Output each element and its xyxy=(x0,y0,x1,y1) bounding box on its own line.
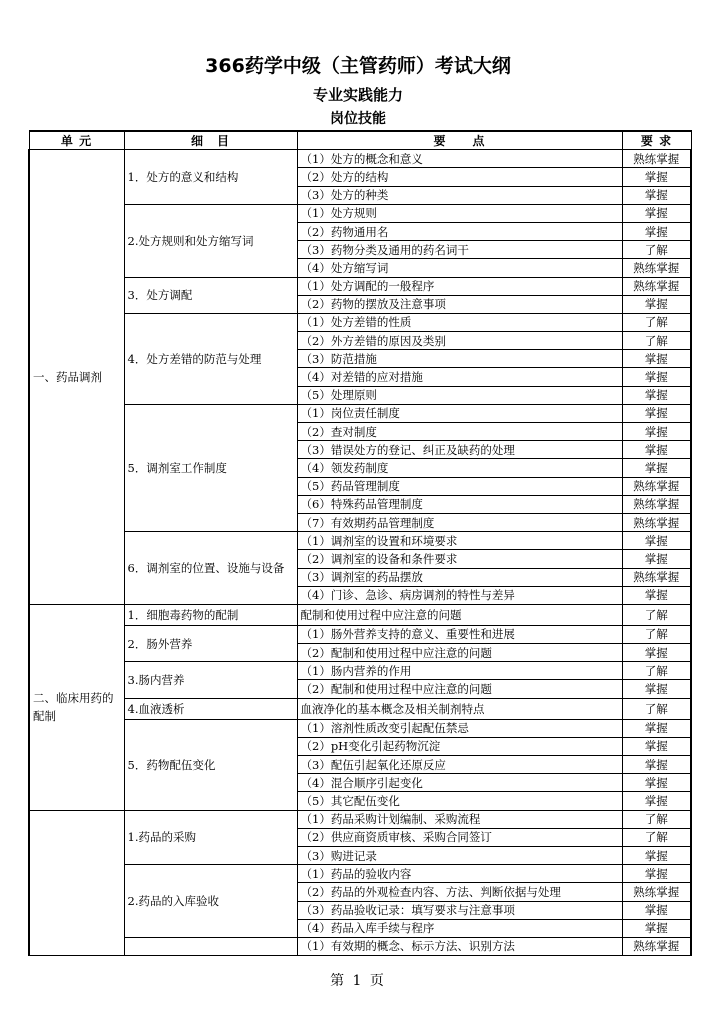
detail-cell: 2.处方规则和处方缩写词 xyxy=(124,204,297,277)
point-cell: （3）调剂室的药品摆放 xyxy=(297,568,622,586)
requirement-cell: 掌握 xyxy=(622,368,691,386)
table-row xyxy=(29,625,691,643)
requirement-cell: 掌握 xyxy=(622,459,691,477)
table-row xyxy=(29,150,691,168)
requirement-cell: 掌握 xyxy=(622,719,691,737)
requirement-cell: 掌握 xyxy=(622,550,691,568)
table-header-row xyxy=(29,131,691,150)
point-cell: （4）对差错的应对措施 xyxy=(297,368,622,386)
header-requirement: 要 求 xyxy=(622,131,691,150)
requirement-cell: 了解 xyxy=(622,698,691,719)
point-cell: （1）溶剂性质改变引起配伍禁忌 xyxy=(297,719,622,737)
requirement-cell: 掌握 xyxy=(622,532,691,550)
requirement-cell: 掌握 xyxy=(622,386,691,404)
requirement-cell: 了解 xyxy=(622,604,691,625)
point-cell: （2）pH变化引起药物沉淀 xyxy=(297,737,622,755)
requirement-cell: 熟练掌握 xyxy=(622,883,691,901)
point-cell: （6）特殊药品管理制度 xyxy=(297,495,622,513)
unit-cell: 二、临床用药的配制 xyxy=(29,604,124,810)
requirement-cell: 掌握 xyxy=(622,423,691,441)
point-cell: （2）配制和使用过程中应注意的问题 xyxy=(297,680,622,698)
detail-cell: 3．处方调配 xyxy=(124,277,297,313)
point-cell: （4）处方缩写词 xyxy=(297,259,622,277)
requirement-cell: 了解 xyxy=(622,313,691,331)
table-row xyxy=(29,810,691,828)
document-subtitle: 专业实践能力 xyxy=(312,86,403,104)
table-row xyxy=(29,532,691,550)
unit-cell xyxy=(29,810,124,956)
point-cell: （3）药品验收记录：填写要求与注意事项 xyxy=(297,901,622,919)
requirement-cell: 熟练掌握 xyxy=(622,150,691,168)
point-cell: （5）其它配伍变化 xyxy=(297,792,622,810)
requirement-cell: 掌握 xyxy=(622,295,691,313)
header-point: 要 点 xyxy=(297,131,622,150)
point-cell: （5）处理原则 xyxy=(297,386,622,404)
table-row xyxy=(29,662,691,680)
detail-cell: 1．处方的意义和结构 xyxy=(124,150,297,205)
detail-cell: 1.药品的采购 xyxy=(124,810,297,865)
point-cell: （3）配伍引起氧化还原反应 xyxy=(297,756,622,774)
requirement-cell: 了解 xyxy=(622,662,691,680)
point-cell: （1）肠外营养支持的意义、重要性和进展 xyxy=(297,625,622,643)
page-number: 第 1 页 xyxy=(330,973,386,989)
requirement-cell: 掌握 xyxy=(622,586,691,604)
requirement-cell: 了解 xyxy=(622,810,691,828)
point-cell: （4）混合顺序引起变化 xyxy=(297,774,622,792)
section-heading: 岗位技能 xyxy=(330,111,386,127)
requirement-cell: 熟练掌握 xyxy=(622,513,691,531)
requirement-cell: 熟练掌握 xyxy=(622,277,691,295)
point-cell: （1）处方调配的一般程序 xyxy=(297,277,622,295)
point-cell: （1）药品采购计划编制、采购流程 xyxy=(297,810,622,828)
point-cell: （2）药品的外观检查内容、方法、判断依据与处理 xyxy=(297,883,622,901)
point-cell: （2）配制和使用过程中应注意的问题 xyxy=(297,644,622,662)
header-detail: 细 目 xyxy=(124,131,297,150)
requirement-cell: 掌握 xyxy=(622,737,691,755)
table-row xyxy=(29,937,691,955)
point-cell: （2）药物通用名 xyxy=(297,222,622,240)
requirement-cell: 掌握 xyxy=(622,846,691,864)
point-cell: （4）领发药制度 xyxy=(297,459,622,477)
header-unit: 单 元 xyxy=(29,131,124,150)
detail-cell: 5．药物配伍变化 xyxy=(124,719,297,810)
detail-cell: 3.肠内营养 xyxy=(124,662,297,698)
requirement-cell: 熟练掌握 xyxy=(622,495,691,513)
point-cell: （4）门诊、急诊、病房调剂的特性与差异 xyxy=(297,586,622,604)
requirement-cell: 了解 xyxy=(622,241,691,259)
point-cell: （2）处方的结构 xyxy=(297,168,622,186)
requirement-cell: 掌握 xyxy=(622,644,691,662)
table-row xyxy=(29,204,691,222)
point-cell: （3）药物分类及通用的药名词干 xyxy=(297,241,622,259)
requirement-cell: 了解 xyxy=(622,625,691,643)
requirement-cell: 掌握 xyxy=(622,350,691,368)
syllabus-body xyxy=(29,150,691,956)
requirement-cell: 掌握 xyxy=(622,441,691,459)
requirement-cell: 熟练掌握 xyxy=(622,259,691,277)
point-cell: 血液净化的基本概念及相关制剂特点 xyxy=(297,698,622,719)
requirement-cell: 掌握 xyxy=(622,168,691,186)
point-cell: （2）调剂室的设备和条件要求 xyxy=(297,550,622,568)
point-cell: （1）调剂室的设置和环境要求 xyxy=(297,532,622,550)
point-cell: （1）药品的验收内容 xyxy=(297,865,622,883)
detail-cell: 2.药品的入库验收 xyxy=(124,865,297,938)
detail-cell: 1．细胞毒药物的配制 xyxy=(124,604,297,625)
point-cell: （1）处方差错的性质 xyxy=(297,313,622,331)
requirement-cell: 掌握 xyxy=(622,680,691,698)
detail-cell xyxy=(124,937,297,955)
point-cell: （3）购进记录 xyxy=(297,846,622,864)
requirement-cell: 了解 xyxy=(622,828,691,846)
point-cell: （5）药品管理制度 xyxy=(297,477,622,495)
requirement-cell: 掌握 xyxy=(622,919,691,937)
table-row xyxy=(29,865,691,883)
requirement-cell: 了解 xyxy=(622,332,691,350)
table-row xyxy=(29,313,691,331)
point-cell: （1）处方的概念和意义 xyxy=(297,150,622,168)
requirement-cell: 熟练掌握 xyxy=(622,477,691,495)
requirement-cell: 掌握 xyxy=(622,792,691,810)
detail-cell: 4.血液透析 xyxy=(124,698,297,719)
detail-cell: 6．调剂室的位置、设施与设备 xyxy=(124,532,297,605)
point-cell: （3）防范措施 xyxy=(297,350,622,368)
point-cell: （2）供应商资质审核、采购合同签订 xyxy=(297,828,622,846)
point-cell: （3）处方的种类 xyxy=(297,186,622,204)
point-cell: 配制和使用过程中应注意的问题 xyxy=(297,604,622,625)
table-row xyxy=(29,604,691,625)
requirement-cell: 熟练掌握 xyxy=(622,568,691,586)
detail-cell: 4．处方差错的防范与处理 xyxy=(124,313,297,404)
requirement-cell: 掌握 xyxy=(622,756,691,774)
table-row xyxy=(29,719,691,737)
point-cell: （2）外方差错的原因及类别 xyxy=(297,332,622,350)
requirement-cell: 掌握 xyxy=(622,404,691,422)
table-row xyxy=(29,404,691,422)
syllabus-table xyxy=(28,130,692,956)
point-cell: （7）有效期药品管理制度 xyxy=(297,513,622,531)
point-cell: （3）错误处方的登记、纠正及缺药的处理 xyxy=(297,441,622,459)
detail-cell: 5．调剂室工作制度 xyxy=(124,404,297,531)
table-row xyxy=(29,277,691,295)
point-cell: （2）查对制度 xyxy=(297,423,622,441)
requirement-cell: 掌握 xyxy=(622,186,691,204)
requirement-cell: 掌握 xyxy=(622,774,691,792)
unit-cell: 一、药品调剂 xyxy=(29,150,124,605)
point-cell: （1）肠内营养的作用 xyxy=(297,662,622,680)
point-cell: （4）药品入库手续与程序 xyxy=(297,919,622,937)
requirement-cell: 掌握 xyxy=(622,204,691,222)
document-title: 366药学中级（主管药师）考试大纲 xyxy=(205,55,511,77)
requirement-cell: 掌握 xyxy=(622,222,691,240)
requirement-cell: 掌握 xyxy=(622,901,691,919)
point-cell: （1）处方规则 xyxy=(297,204,622,222)
detail-cell: 2．肠外营养 xyxy=(124,625,297,661)
point-cell: （1）有效期的概念、标示方法、识别方法 xyxy=(297,937,622,955)
point-cell: （1）岗位责任制度 xyxy=(297,404,622,422)
table-row xyxy=(29,698,691,719)
requirement-cell: 熟练掌握 xyxy=(622,937,691,955)
requirement-cell: 掌握 xyxy=(622,865,691,883)
point-cell: （2）药物的摆放及注意事项 xyxy=(297,295,622,313)
